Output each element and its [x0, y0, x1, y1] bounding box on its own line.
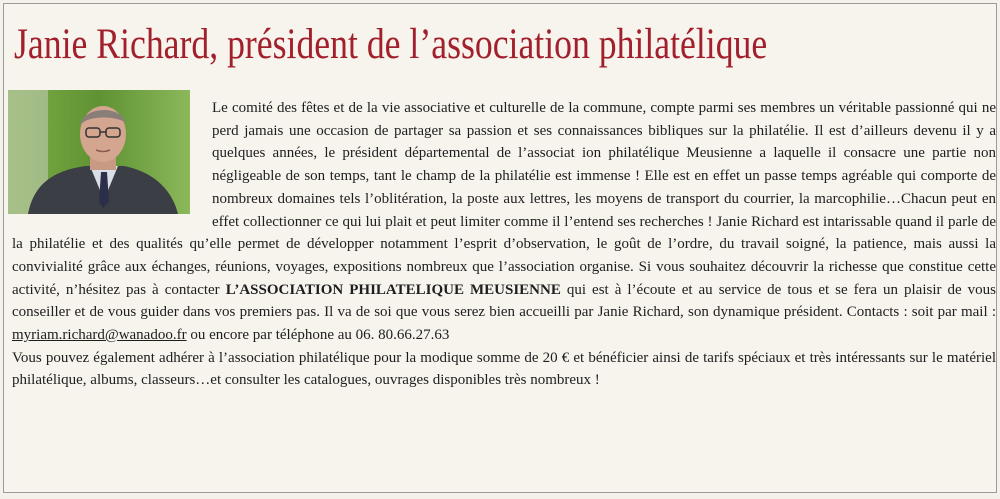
paragraph-1-text-a: Le comité des fêtes et de la vie associative et culturelle de la commune, compte parmi ses membres un véritable passionné qui ne perd jamais une occasion de partager sa passion et ses connaissances bibliques sur la philatélie. Il est d’ailleurs devenu il y a quelques années, le président départemental de l’associat ion philatélique Meusienne a laquelle il consacre une partie non négligeable de son temps, tant le champ de la philatélie est immense ! Elle est en effet un passe temps agréable qui comporte de nombreux domaines tels l’oblitération, la poste aux lettres, les moyens de transport du courrier, la marcophilie…Chacun peut en effet collectionner ce qui lui plait et peut limiter comme il l’entend ses recherches ! Janie Richard est intarissable quand il parle de la philatélie et des qualités qu’elle permet de développer notamment l’esprit d’observation, le goût de l’ordre, du travail soigné, la patience, mais aussi la convivialité grâce aux échanges, réunions, voyages, expositions nombreux que l’association organise. Si vous souhaitez découvrir la richesse que constitue cette activité, n’hésitez pas à contacter — [12, 100, 996, 298]
article-body — [12, 97, 996, 392]
article-page — [3, 3, 997, 493]
article-paragraph-2: Vous pouvez également adhérer à l’association philatélique pour la modique somme de 20 € et bénéficier ainsi de tarifs spéciaux et très intéressants sur le matériel philatélique, albums, classeurs…et consulter les catalogues, ouvrages disponibles très nombreux ! — [12, 349, 996, 389]
article-title: Janie Richard, président de l’association philatélique — [14, 21, 768, 68]
contact-email-link[interactable]: myriam.richard@wanadoo.fr — [12, 327, 187, 344]
paragraph-1-text-b: qui est à l’écoute et au service de tous et se fera un plaisir de vous conseiller et de vous guider dans vos premiers pas. Il va de soi que vous serez bien accueilli par Janie Richard, son dynamique président. Contacts : soit par mail : — [12, 281, 997, 321]
association-name: L’ASSOCIATION PHILATELIQUE MEUSIENNE — [225, 281, 561, 298]
contact-phone-text: ou encore par téléphone au 06. 80.66.27.63 — [190, 327, 450, 344]
